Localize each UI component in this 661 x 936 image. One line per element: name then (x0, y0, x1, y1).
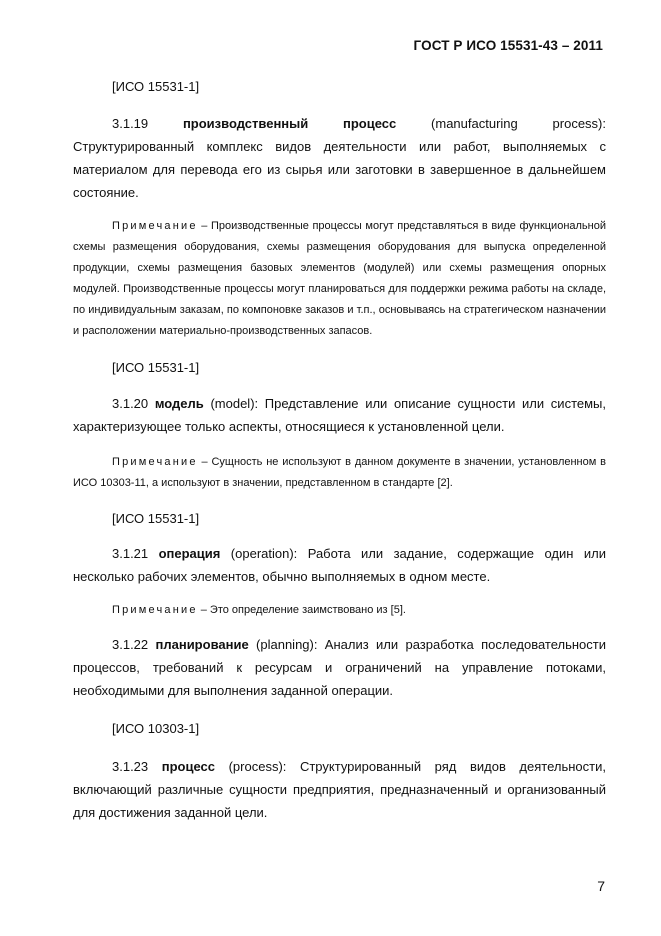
definition-3-1-19 (73, 112, 606, 204)
term-number: 3.1.21 (112, 546, 149, 561)
note-text: – Это определение заимствовано из [5]. (200, 604, 406, 616)
term: производственный процесс (182, 116, 397, 131)
definition-text: (process): Структурированный ряд видов деятельности, включающий различные сущности предприятия, предназначенный и организованный для достижения заданной цели. (73, 759, 606, 820)
page-number: 7 (597, 878, 605, 894)
document-code: ГОСТ Р ИСО 15531-43 – 2011 (413, 38, 603, 53)
definition-3-1-21 (73, 542, 606, 588)
note-label: Примечание (112, 220, 198, 232)
term: операция (158, 546, 221, 561)
reference: [ИСО 10303-1] (112, 721, 200, 736)
note-label: Примечание (112, 604, 198, 616)
definition-3-1-23 (73, 755, 606, 824)
definition-3-1-22 (73, 633, 606, 702)
note-3-1-19 (73, 216, 606, 342)
document-body (73, 76, 606, 824)
definition-text: (planning): Анализ или разработка последовательности процессов, требований к ресурсам и ограничений на управление потоками, необходимыми для выполнения заданной операции. (73, 637, 606, 698)
reference: [ИСО 15531-1] (112, 79, 200, 94)
note-label: Примечание (112, 456, 198, 468)
definition-text: (manufacturing process): Структурированный комплекс видов деятельности или работ, выполняемых с материалом для перевода его из сырья или заготовки в завершенное в дальнейшем состояние. (73, 116, 606, 200)
term-number: 3.1.22 (112, 637, 149, 652)
term: модель (154, 396, 204, 411)
definition-text: (operation): Работа или задание, содержащие один или несколько рабочих элементов, обычно выполняемых в одном месте. (73, 546, 606, 584)
note-3-1-21 (73, 600, 606, 621)
reference: [ИСО 15531-1] (112, 360, 200, 375)
term: процесс (161, 759, 215, 774)
note-text: – Сущность не используют в данном документе в значении, установленном в ИСО 10303-11, а используют в значении, представленном в стандарте [2]. (73, 456, 606, 489)
term-number: 3.1.19 (112, 116, 149, 131)
definition-3-1-20 (73, 392, 606, 438)
term-number: 3.1.23 (112, 759, 149, 774)
note-text: – Производственные процессы могут представляться в виде функциональной схемы размещения оборудования, схемы размещения оборудования для выпуска определенной продукции, схемы размещения базовых элементов (модулей) или схемы размещения опорных модулей. Производственные процессы могут планироваться для поддержки режима работы на складе, по индивидуальным заказам, по компоновке заказов и т.п., основываясь на стратегическом назначении и расположении материально-производственных запасов. (73, 220, 607, 337)
reference: [ИСО 15531-1] (112, 511, 200, 526)
note-3-1-20 (73, 452, 606, 494)
term: планирование (155, 637, 249, 652)
term-number: 3.1.20 (112, 396, 149, 411)
definition-text: (model): Представление или описание сущности или системы, характеризующее только аспекты, относящиеся к установленной цели. (73, 396, 606, 434)
